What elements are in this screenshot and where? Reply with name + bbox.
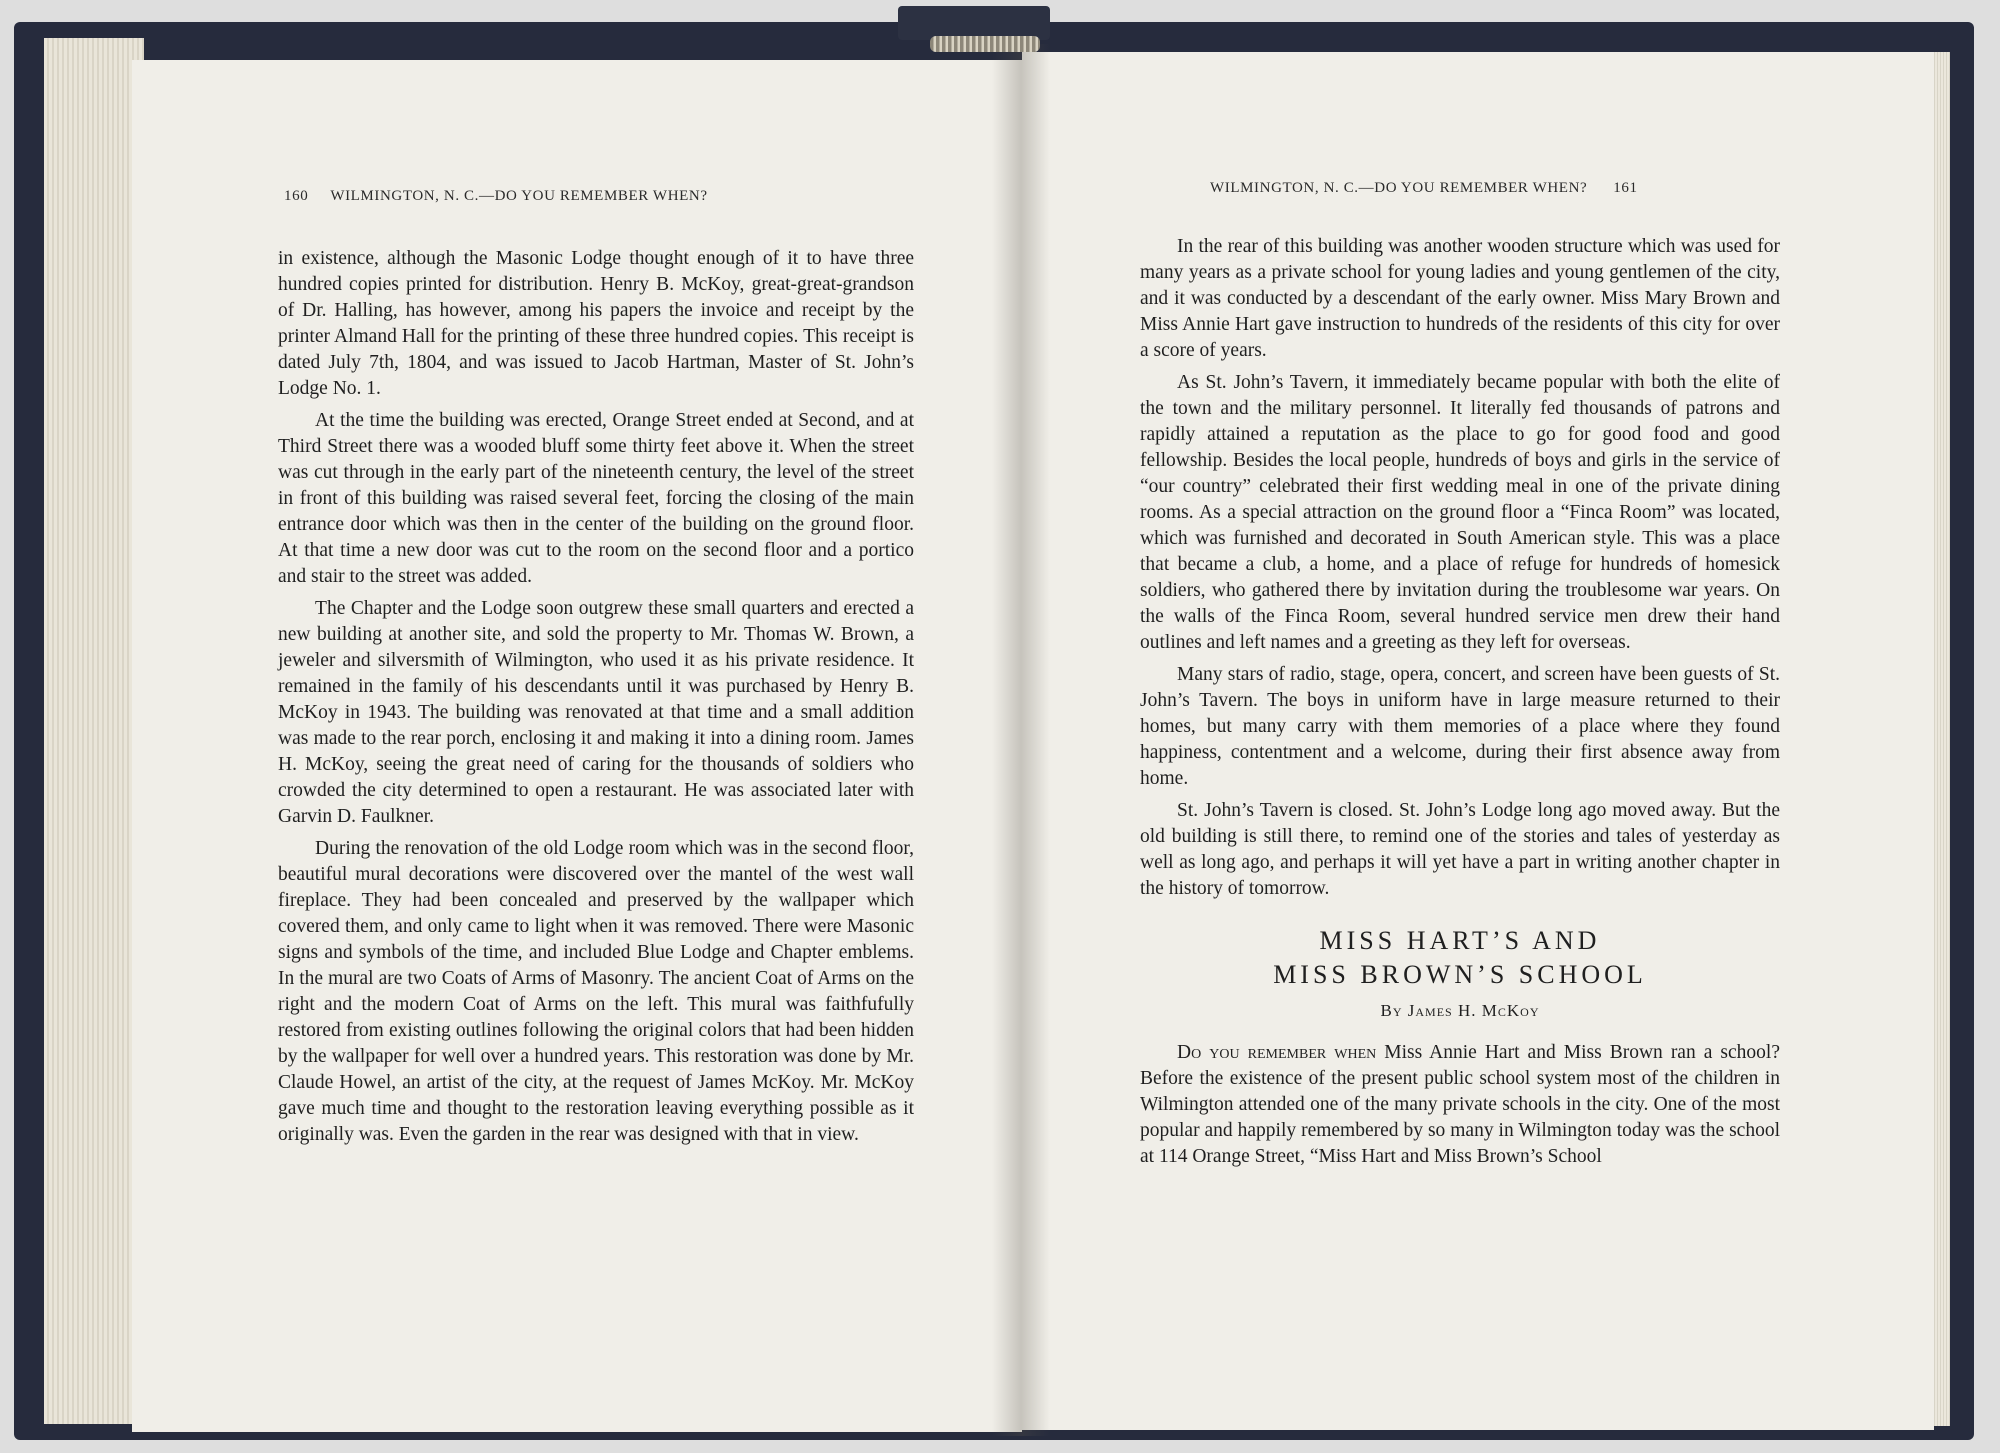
book-spine [898, 6, 1050, 40]
article-opening-text: Miss Annie Hart and Miss Brown ran a school? Before the existence of the present public school system most of the children in Wilmington attended one of the many private schools in the city. One of the most popular and happily remembered by so many in Wilmington today was the school at 114 Orange Street, “Miss Hart and Miss Brown’s School [1140, 1042, 1781, 1167]
paragraph: St. John’s Tavern is closed. St. John’s Lodge long ago moved away. But the old building is still there, to remind one of the stories and tales of yesterday as well as long ago, and perhaps it will yet have a part in writing another chapter in the history of tomorrow. [1140, 800, 1780, 899]
right-page [1022, 52, 1934, 1430]
paragraph: During the renovation of the old Lodge room which was in the second floor, beautiful mural decorations were discovered over the mantel of the west wall fireplace. They had been concealed and preserved by the wallpaper which covered them, and only came to light when it was removed. There were Masonic signs and symbols of the time, and included Blue Lodge and Chapter emblems. In the mural are two Coats of Arms of Masonry. The ancient Coat of Arms on the right and the modern Coat of Arms on the left. This mural was faithfufully restored from existing outlines following the original colors that had been hidden by the wallpaper for well over a hundred years. This restoration was done by Mr. Claude Howel, an artist of the city, at the request of James McKoy. Mr. McKoy gave much time and thought to the restoration leaving everything possible as it originally was. Even the garden in the rear was designed with that in view. [278, 838, 914, 1145]
left-running-title: WILMINGTON, N. C.—DO YOU REMEMBER WHEN? [330, 188, 708, 204]
article-byline: By James H. McKoy [1380, 1001, 1540, 1020]
left-page-number: 160 [284, 188, 309, 204]
right-page-number: 161 [1613, 180, 1638, 196]
page-edges-left [44, 38, 144, 1424]
right-running-head [1210, 180, 1638, 197]
left-body-text [278, 246, 914, 1154]
article-heading [1140, 924, 1780, 1024]
paragraph: In the rear of this building was another wooden structure which was used for many years as a private school for young ladies and young gentlemen of the city, and it was conducted by a descendant of the early owner. Miss Mary Brown and Miss Annie Hart gave instruction to hundreds of the residents of this city for over a score of years. [1140, 236, 1780, 361]
article-title-line-2: MISS BROWN’S SCHOOL [1273, 960, 1647, 989]
right-body-text [1140, 234, 1780, 1176]
left-page [132, 60, 1022, 1432]
page-edges-right [1932, 52, 1950, 1426]
article-opening-paragraph [1140, 1040, 1780, 1170]
paragraph: Many stars of radio, stage, opera, concert, and screen have been guests of St. John’s Tavern. The boys in uniform have in large measure returned to their homes, but many carry with them memories of a place where they found happiness, contentment and a welcome, during their first absence away from home. [1140, 664, 1780, 789]
paragraph: The Chapter and the Lodge soon outgrew these small quarters and erected a new building at another site, and sold the property to Mr. Thomas W. Brown, a jeweler and silversmith of Wilmington, who used it as his private residence. It remained in the family of his descendants until it was purchased by Henry B. McKoy in 1943. The building was renovated at that time and a small addition was made to the rear porch, enclosing it and making it into a dining room. James H. McKoy, seeing the great need of caring for the thousands of soldiers who crowded the city determined to open a restaurant. He was associated later with Garvin D. Faulkner. [278, 598, 914, 827]
left-running-head [284, 188, 708, 205]
article-lead-in: Do you remember when [1177, 1042, 1377, 1063]
book-gutter [992, 44, 1050, 1436]
paragraph: in existence, although the Masonic Lodge thought enough of it to have three hundred copies printed for distribution. Henry B. McKoy, great-great-grandson of Dr. Halling, has however, among his papers the invoice and receipt by the printer Almand Hall for the printing of these three hundred copies. This receipt is dated July 7th, 1804, and was issued to Jacob Hartman, Master of St. John’s Lodge No. 1. [278, 248, 914, 399]
article-title-line-1: MISS HART’S AND [1319, 926, 1601, 955]
book-headband [930, 36, 1040, 52]
right-running-title: WILMINGTON, N. C.—DO YOU REMEMBER WHEN? [1210, 180, 1588, 196]
paragraph: At the time the building was erected, Orange Street ended at Second, and at Third Street there was a wooded bluff some thirty feet above it. When the street was cut through in the early part of the nineteenth century, the level of the street in front of this building was raised several feet, forcing the closing of the main entrance door which was then in the center of the building on the ground floor. At that time a new door was cut to the room on the second floor and a portico and stair to the street was added. [278, 410, 914, 587]
paragraph: As St. John’s Tavern, it immediately became popular with both the elite of the town and the military personnel. It literally fed thousands of patrons and rapidly attained a reputation as the place to go for good food and good fellowship. Besides the local people, hundreds of boys and girls in the service of “our country” celebrated their first wedding meal in one of the private dining rooms. As a special attraction on the ground floor a “Finca Room” was located, which was furnished and decorated in South American style. This was a place that became a club, a home, and a place of refuge for hundreds of homesick soldiers, who gathered there by invitation during the troublesome war years. On the walls of the Finca Room, several hundred service men drew their hand outlines and left names and a greeting as they left for overseas. [1140, 372, 1780, 653]
